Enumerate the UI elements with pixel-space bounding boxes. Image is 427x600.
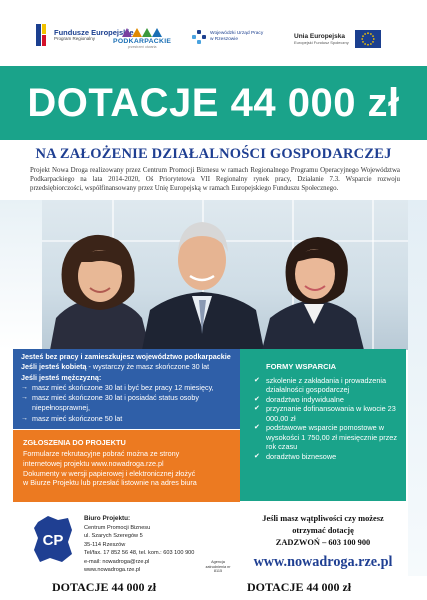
people-illustration (42, 200, 408, 350)
team-photo (42, 200, 408, 350)
cp-logo (32, 514, 74, 564)
wup-mark-icon (192, 30, 206, 44)
support-box (240, 349, 406, 501)
footer-right-label: DOTACJE 44 000 zł (247, 580, 352, 594)
cp-logo-text: CP (42, 532, 64, 549)
contact-phone: Tel/fax. 17 852 56 48, tel. kom.: 603 100 900 (84, 550, 195, 557)
wup-line2: w Rzeszowie (210, 37, 238, 42)
support-title: FORMY WSPARCIA (266, 362, 337, 371)
right-accent (408, 200, 427, 600)
ue-sub: Europejski Fundusz Społeczny (294, 40, 349, 45)
wup-line1: Wojewódzki Urząd Pracy (210, 31, 264, 37)
applications-line2: internetowej projektu www.nowadroga.rze.pl (23, 458, 164, 468)
eu-flag-icon (355, 30, 381, 48)
subtitle: NA ZAŁOŻENIE DZIAŁALNOŚCI GOSPODARCZEJ (35, 146, 392, 162)
project-intro: Projekt Nowa Droga realizowany przez Centrum Promocji Biznesu w ramach Regionalnego Programu Operacyjnego Województwa Podkarpackiego na lata 2014-2020, Oś Priorytetowa VII Regionalny rynek pracy, Działanie 7.3. Wsparcie rozwoju przedsiębiorczości, współfinansowany przez Unię Europejską w ramach Europejskiego Funduszu Społecznego. (30, 167, 400, 193)
support-item: ✔ doradztwo indywidualne (254, 395, 398, 404)
contact-org: Centrum Promocji Biznesu (84, 524, 151, 531)
eligibility-line1: Jesteś bez pracy i zamieszkujesz województwo podkarpackie (21, 352, 231, 361)
eligibility-item: → masz mieć skończone 50 lat (21, 414, 232, 424)
contact-street: ul. Szarych Szeregów 5 (84, 533, 143, 540)
support-item: ✔ doradztwo biznesowe (254, 452, 398, 461)
contact-web: www.nowadroga.rze.pl (84, 567, 141, 574)
eligibility-line3: Jeśli jesteś mężczyzną: (21, 372, 102, 382)
footer-left-label: DOTACJE 44 000 zł (52, 580, 157, 594)
pk-sub: przestrzeń otwarta (127, 45, 157, 49)
support-item: ✔ szkolenie z zakładania i prowadzenia działalności gospodarczej (254, 376, 398, 395)
pk-name: PODKARPACKIE (113, 38, 172, 45)
podkarpackie-logo (113, 28, 171, 49)
contact-info (84, 514, 194, 575)
contact-city: 35-114 Rzeszów (84, 541, 126, 548)
applications-box (13, 430, 240, 502)
agency-note: Agencja zatrudnienia nr 8115 (205, 560, 231, 574)
doubt-line2: otrzymać dotację (292, 525, 354, 535)
support-item: ✔ przyznanie dofinansowania w kwocie 23 000,00 zł (254, 404, 398, 423)
website-url: www.nowadroga.rze.pl (253, 554, 393, 570)
contact-heading: Biuro Projektu: (84, 515, 131, 522)
wup-logo (192, 30, 263, 44)
ue-name: Unia Europejska (294, 33, 345, 40)
logo-strip (0, 0, 427, 62)
eligibility-item: → masz mieć skończone 30 lat i posiadać status osoby niepełnosprawnej, (21, 393, 232, 414)
applications-title: ZGŁOSZENIA DO PROJEKTU (23, 438, 126, 447)
headline: DOTACJE 44 000 zł (27, 81, 400, 125)
podkarpackie-mark-icon (118, 28, 166, 37)
call-to-action (238, 513, 408, 548)
doubt-phone: ZADZWOŃ – 603 100 900 (275, 537, 371, 547)
eligibility-item: → masz mieć skończone 30 lat i być bez pracy 12 miesięcy, (21, 383, 232, 393)
left-accent (0, 200, 42, 350)
unia-europejska-logo (294, 30, 381, 48)
doubt-line1: Jeśli masz wątpliwości czy możesz (262, 514, 384, 523)
eligibility-box (13, 349, 240, 429)
support-item: ✔ podstawowe wsparcie pomostowe w wysokości 1 750,00 zł miesięcznie przez rok czasu (254, 423, 398, 451)
applications-line1: Formularze rekrutacyjne pobrać można ze strony (23, 449, 180, 459)
fe-mark-icon (36, 24, 50, 46)
eligibility-line2: Jeśli jesteś kobietą (21, 362, 87, 372)
fe-name: Fundusze Europejskie (54, 27, 134, 37)
applications-line3: Dokumenty w wersji papierowej i elektronicznej złożyć (23, 468, 196, 478)
contact-email: e-mail: nowadroga@rze.pl (84, 558, 150, 565)
applications-line4: w Biurze Projektu lub przesłać listownie na adres biura (23, 478, 197, 488)
eligibility-line2-rest: - wystarczy że masz skończone 30 lat (86, 362, 210, 372)
fe-sub: Program Regionalny (54, 35, 96, 41)
